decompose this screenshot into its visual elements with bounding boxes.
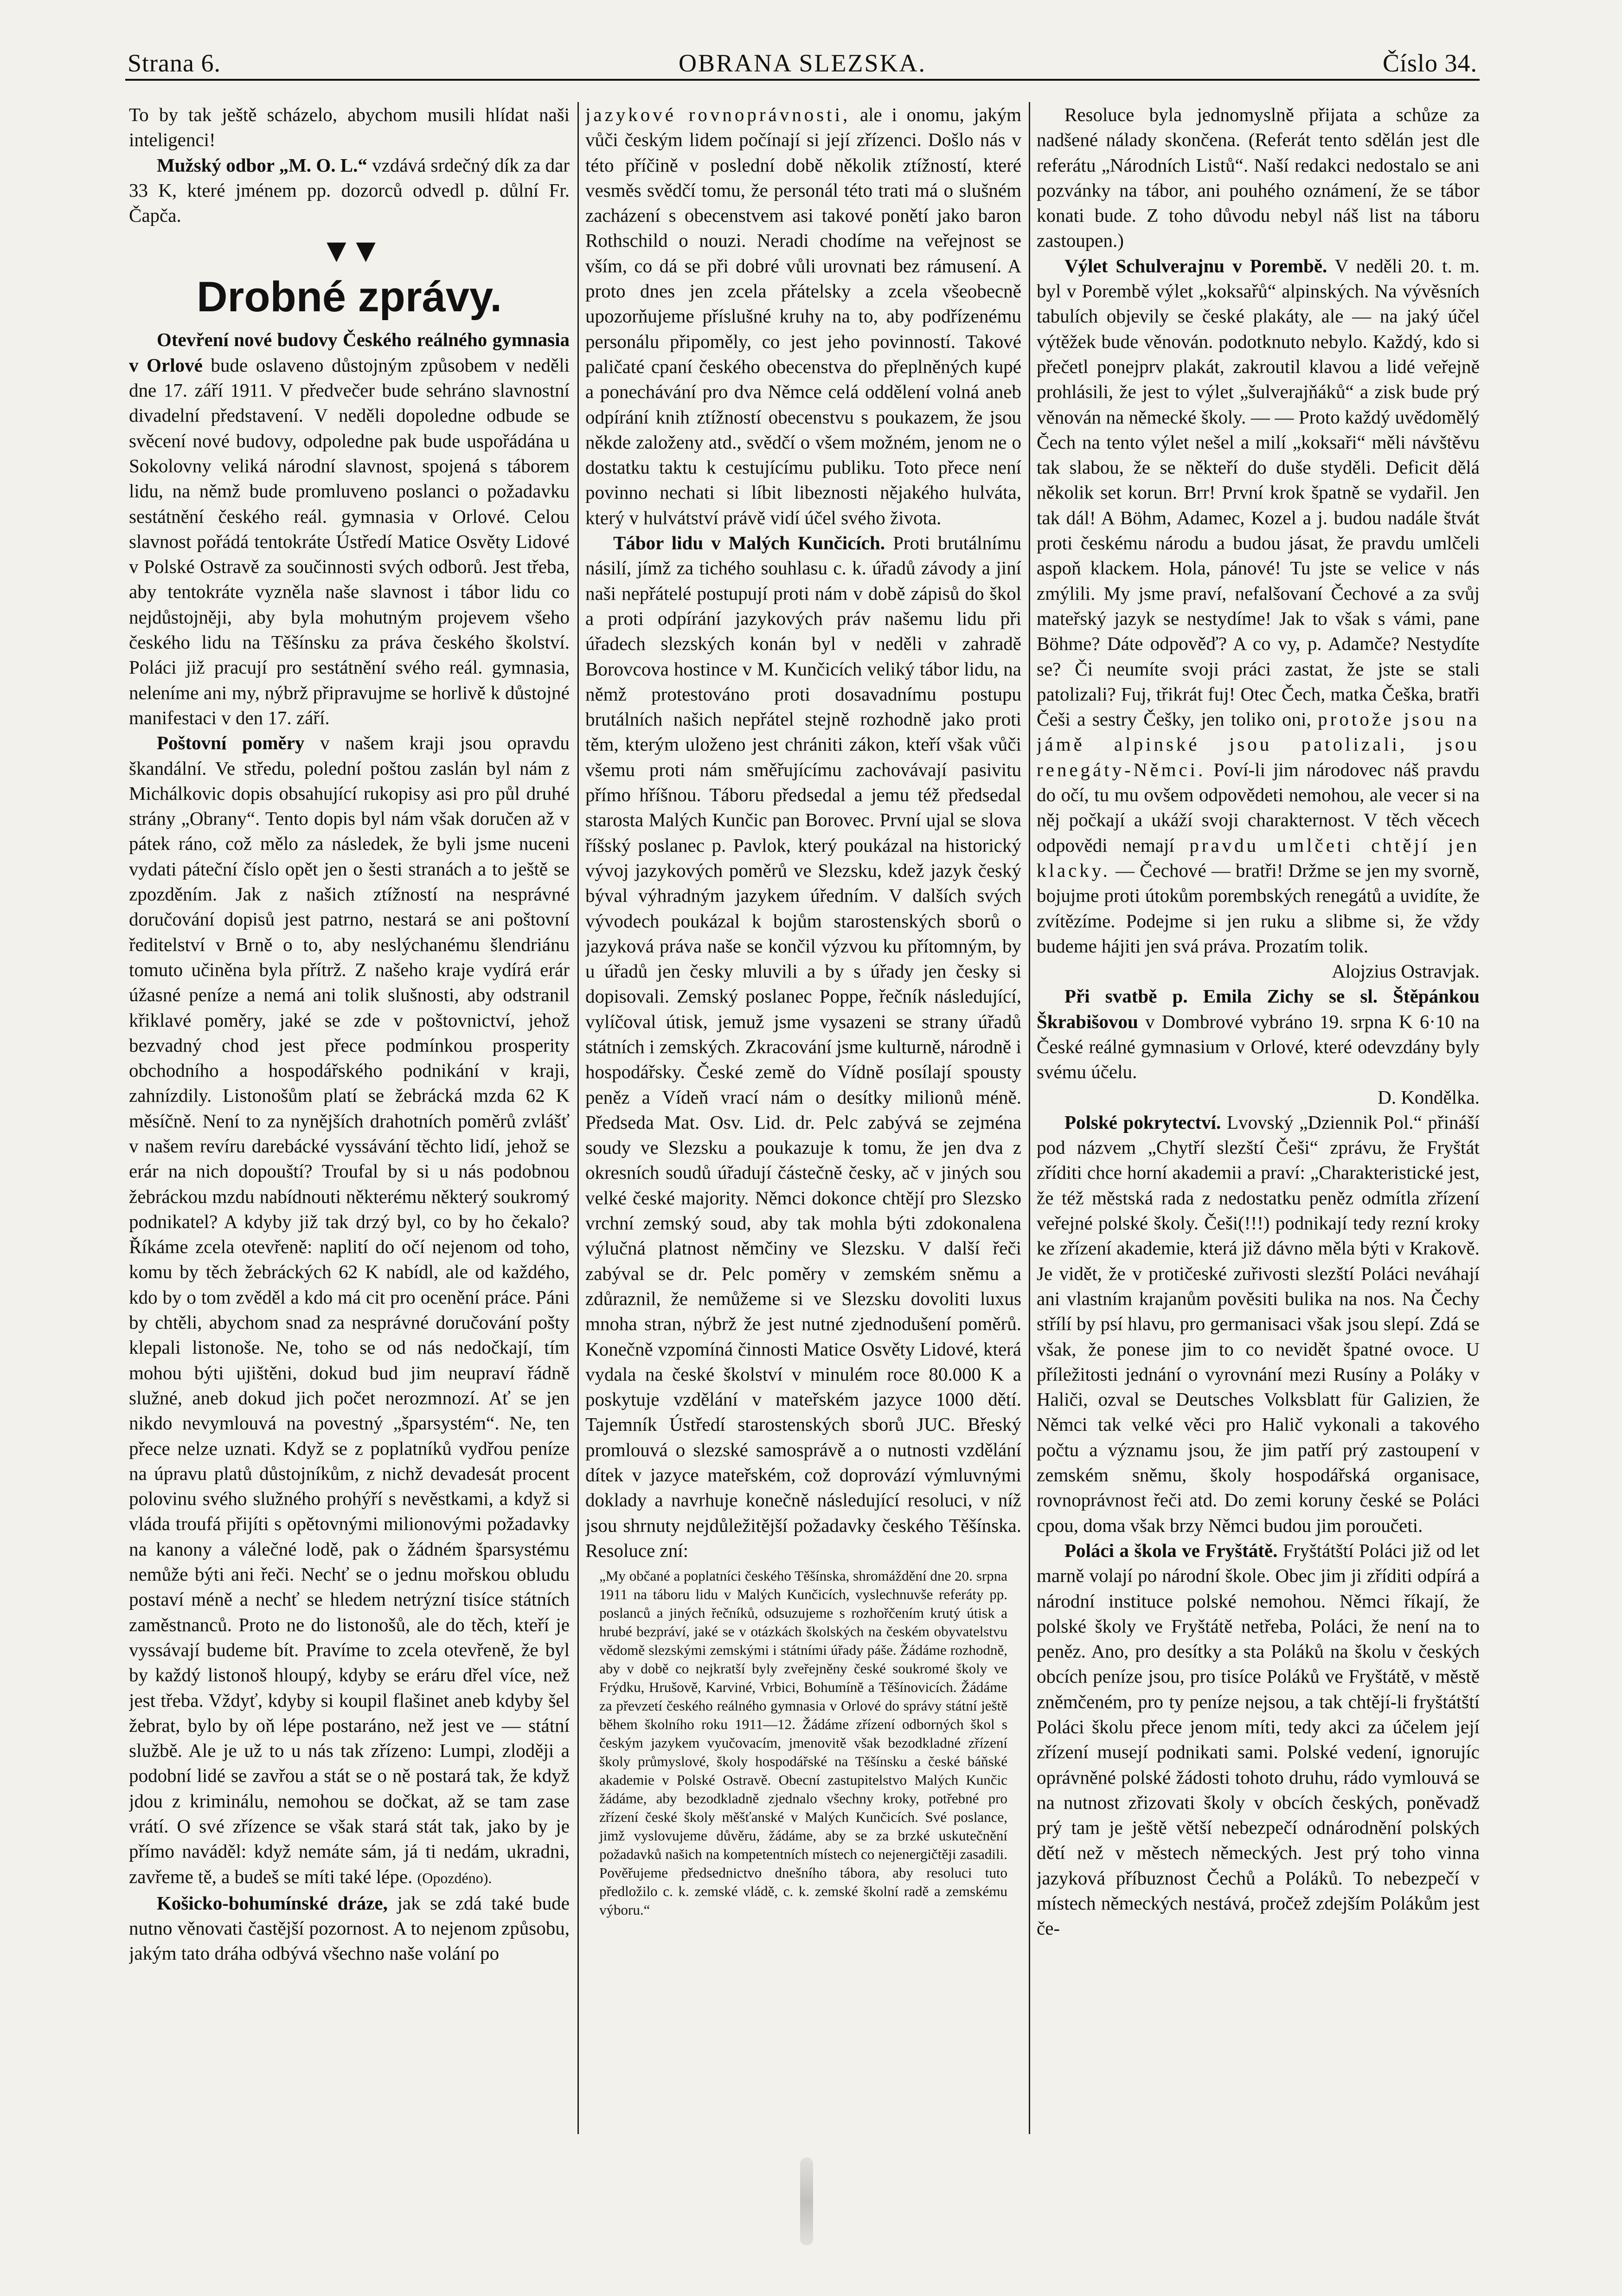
article-wedding bbox=[1037, 984, 1480, 1084]
section-title: Drobné zprávy. bbox=[197, 273, 502, 321]
trip-text-2: Poví-li jim národovec náš pravdu do očí, tu mu ovšem odpovědeti nemohou, ale vecer si na něj počkají a ukáží svoji charakternost. V těch věcech odpovědi nemají bbox=[1037, 759, 1480, 856]
school-text: Fryštátští Poláci již od let marně volají po národní škole. Obec jim ji zříditi odpírá a národní instituce polské nemohou. Němci říkají, že polské školy ve Fryštátě netřeba, Poláci, že není na to peněz. Ano, pro desítky a sta Poláků na školu v českých obcích peníze jsou, pro tisíce Poláků ve Fryštátě, v městě zněmčeném, pro ty peníze nejsou, a tak chtějí-li fryštátští Poláci školu přece jenom míti, tedy akci za účelem její zřízení musejí podnikati sami. Polské vedení, ignorujíc oprávněné polské žádosti tohoto druhu, rádo vymlouvá se na nutnost zřizovati školy v obcích českých, poněvadž prý tam je ještě větší nebezpečí odnárodnění polských dětí než v městech německých. Jest prý toho vinna jazyková příbuznost Čechů a Poláků. To nebezpečí v místech německých nestává, pročež zdejším Polákům jest če- bbox=[1037, 1539, 1480, 1939]
article-gymnasium bbox=[129, 327, 570, 730]
column-divider-1 bbox=[577, 102, 579, 2134]
gymnasium-text: bude oslaveno důstojným způsobem v neděli dne 17. září 1911. V předvečer bude sehráno slavnostní divadelní představení. V neděli dopoledne odbude se svěcení nové budovy, odpoledne pak bude uspořádána u Sokolovny veliká národní slavnost, spojená s táborem lidu, na němž bude promluveno poslanci o požadavku sestátnění českého reál. gymnasia v Orlové. Celou slavnost pořádá tentokráte Ústředí Matice Osvěty Lidové v Polské Ostravě za součinnosti svých odborů. Jest třeba, aby tentokráte vyzněla naše slavnost i tábor lidu co nejdůstojněji, aby byla mohutným projevem všeho českého lidu na Těšínsku za práva českého školství. Poláci již pracují pro sestátnění svého reál. gymnasia, neleníme ani my, nýbrž připravujme se horlivě k důstojné manifestaci v den 17. září. bbox=[129, 354, 570, 728]
thanks-paragraph bbox=[129, 153, 570, 228]
gymnasium-lead: Otevření nové budovy Českého reálného gymnasia v Orlové bbox=[129, 329, 570, 376]
polish-text: Lvovský „Dziennik Pol.“ přináší pod názvem „Chytří slezští Češi“ zprávu, že Fryštát zříditi chce horní akademii a praví: „Charakteristické jest, že též městská rada z nedostatku peněz odmítla zřízení veřejné polské školy. Češi(!!!) podnikají tedy rezní kroky ke zřízení akademie, která již dávno měla býti v Krakově. Je vidět, že v protičeské zuřivosti slezští Poláci neváhají ani vlastním krajanům pověsiti bulika na nos. Na Čechy střílí by psí hlavu, pro germanisaci však jsou slepí. Zdá se však, že ponese jim to co nevidět špatné ovoce. U příležitosti jednání o vyrovnání mezi Rusíny a Poláky v Haliči, ozval se Deutsches Volksblatt für Galizien, že Němci tak velké věci pro Halič vykonali a takového počtu a významu jsou, že jim patří prý zastoupení v zemském sněmu, školy hospodářská organisace, rovnoprávnost řeči atd. Do zemi koruny české se Poláci cpou, doma však brzy Němci budou jim poroučeti. bbox=[1037, 1111, 1480, 1536]
column-2 bbox=[585, 102, 1021, 2139]
tabor-text: Proti brutálnímu násilí, jímž za tichého souhlasu c. k. úřadů závody a jiní naši nepřátelé postupují proti nám v době zápisů do škol a proti odpírání jazykových práv našemu lidu při úřadech slezských konán byl v neděli v zahradě Borovcova hostince v M. Kunčicích veliký tábor lidu, na němž protestováno proti dosavadnímu postupu brutálních našich nepřátel stejně rozhodně jako proti těm, kterým uloženo jest chrániti zákon, kteří však vůči všemu proti nám směřujícímu zachovávají pasivitu přímo hříšnou. Táboru předsedal a jemu též předsedal starosta Malých Kunčic pan Borovec. První ujal se slova říšský poslanec p. Pavlok, který poukázal na historický vývoj jazykových poměrů ve Slezsku, kdež jazyk český býval výhradným jazykem úředním. V dalších svých vývodech poukázal k bojům starostenských sborů o jazyková práva naše se končil výzvou ku přítomným, by u úřadů jen česky mluvili a by s úřady jen česky si dopisovali. Zemský poslanec Poppe, řečník následující, vylíčoval útisk, jemuž jsme vysazeni se strany úřadů státních i zemských. Zkracování jsme kulturně, národně i hospodářsky. České země do Vídně posílají spousty peněz a Vídeň vrací nám o desítky milionů méně. Předseda Mat. Osv. Lid. dr. Pelc zabývá se zejména soudy ve Slezsku a poukazuje k tomu, že jen dva z okresních soudů úřadují částečně česky, ač v jiných sou velké české majority. Němci dokonce chtějí pro Slezsko vrchní zemský soud, aby tak mohla býti zdokonalena výlučná platnost němčiny ve Slezsku. V další řeči zabýval se dr. Pelc poměry v zemském sněmu a zdůraznil, že nemůžeme si ve Slezsku dovoliti luxus mnoha stran, nýbrž že jest nutné zjednodušení poměrů. Konečně vzpomíná činnosti Matice Osvěty Lidové, která vydala na české školství v minulém roce 80.000 K a poskytuje vzdělání v mateřském jazyce 1000 dětí. Tajemník Ústředí starostenských sborů JUC. Břeský promlouvá o slezské samosprávě a o nutnosti vzdělání dítek v jazyce mateřském, což doprovází výmluvnými doklady a navrhuje konečně následující resoluci, v níž jsou shrnuty nejdůležitější požadavky českého Těšínska. Resoluce zní: bbox=[585, 532, 1021, 1561]
post-source: (Opozdéno). bbox=[417, 1869, 492, 1886]
wedding-text: v Dombrové vybráno 19. srpna K 6·10 na České reálné gymnasium v Orlové, které odevzdány byly svému účelu. bbox=[1037, 1010, 1480, 1083]
resolution-quote: „My občané a poplatníci českého Těšínska, shromáždění dne 20. srpna 1911 na táboru lidu v Malých Kunčicích, vyslechnuvše referáty pp. poslanců a jiných řečníků, odsuzujeme s rozhořčením krutý útisk a hrubé bezpráví, jaké se v otázkách školských na českém obyvatelstvu vědomě slezskými zemskými i státními úřady páše. Žádáme rozhodně, aby v době co nejkratší byly zveřejněny české soukromé školy ve Frýdku, Hrušově, Karviné, Vrbici, Bohumíně a Těšínovicích. Žádáme za převzetí českého reálného gymnasia v Orlové do správy státní ještě během školního roku 1911—12. Žádáme zřízení odborných škol s českým jazykem vyučovacím, jmenovitě však bezodkladné zřízení školy průmyslové, školy hospodářské na Těšínsku a české báňské akademie v Polské Ostravě. Obecní zastupitelstvo Malých Kunčic žádáme, aby bezodkladně zjednalo všechny kroky, potřebné pro zřízení české školy měšťanské v Malých Kunčicích. Své poslance, jimž vyslovujeme důvěru, žádáme, aby se za brzké uskutečnění požadavků našich na kompetentních místech co nejenergičtěji zasadili. Pověřujeme předsednictvo dnešního tábora, aby resoluci tuto předložilo c. k. zemské vládě, c. k. zemské školní radě a zemskému výboru.“ bbox=[599, 1568, 1007, 1918]
resolution-text: Resoluce byla jednomyslně přijata a schůze za nadšené nálady skončena. (Referát tento sdělán jest dle referátu „Národních Listů“. Naší redakci nedostalo se ani pozvánky na tábor, ani pouhého oznámení, že se tábor konati bude. Z toho důvodu nebyl náš list na táboru zastoupen.) bbox=[1037, 104, 1480, 251]
article-post bbox=[129, 730, 570, 1891]
column-divider-2 bbox=[1029, 102, 1030, 2134]
continuation-text: ale i onomu, jakým vůči českým lidem počínají si její zřízenci. Došlo nás v této příčině v poslední době několik ztížností, které vesměs svědčí tomu, že personál této trati má o slušném zacházení s obecenstvem asi takové ponětí jako baron Rothschild o nouzi. Neradi chodíme na veřejnost se vším, co dá se při dobré vůli urovnati bez rámusení. A proto dnes jen zcela přátelsky a zcela všeobecně upozorňujeme příslušné kruhy na to, aby podřízenému personálu připoměly, co jest jeho povinností. Takové paličaté cpaní českého obecenstva do přeplněných kupé a ponechávání pro dva Němce celá oddělení volná aneb odpírání knih ztížností obecenstvu s poukazem, že jsou někde založeny atd., svědčí o všem možném, jenom ne o dostatku taktu k cestujícímu publiku. Toto přece není povinno nechati si líbit libeznosti nějakého hulváta, který v hulvátství právě vidí účel svého života. bbox=[585, 104, 1021, 528]
trip-text: V neděli 20. t. m. byl v Porembě výlet „koksařů“ alpinských. Na vývěsních tabulích objevily se české plakáty, ale — na jaký účel výtěžek bude věnován. podotknuto nebylo. Každý, kdo si přečetl ponejprv plakát, zakroutil klavou a lidé veřejně prohlásili, že jest to výlet „šulverajňáků“ a zisk bude prý věnován na německé školy. — — Proto každý uvědomělý Čech na tento výlet nešel a milí „koksaři“ měli návštěvu tak slabou, že se někteří do duše styděli. Deficit dělá několik set korun. Brr! První krok špatně se vydařil. Jen tak dál! A Böhm, Adamec, Kozel a j. budou nadále štvát proti českému národu a budou jásat, že pravdu umlčeli aspoň klackem. Hola, pánové! Tu jste se velice v nás zmýlili. My jsme praví, nefalšovaní Čechové a za svůj mateřský jazyk se nestydíme! Jak to však s vámi, pane Böhme? Dáte odpověď? A co vy, p. Adamče? Nestydíte se? Či neumíte svoji práci zastat, že jste se stali patolizali? Fuj, třikrát fuj! Otec Čech, matka Češka, bratři Češi a sestry Češky, jen toliko oni, bbox=[1037, 255, 1480, 730]
article-polish bbox=[1037, 1110, 1480, 1538]
newspaper-title: OBRANA SLEZSKA. bbox=[678, 49, 927, 77]
paper-crease bbox=[800, 2157, 813, 2245]
trip-text-3: — Čechové — bratři! Držme se jen my svorně, bojujme proti útokům porembských renegátů a uvidíte, že zvítězíme. Podejme si jen ruku a slibme si, že vždy budeme hájiti jen svá práva. Prozatím tolik. bbox=[1037, 859, 1480, 957]
railway-continuation bbox=[585, 102, 1021, 530]
tabor-lead: Tábor lidu v Malých Kunčicích. bbox=[613, 532, 885, 554]
issue-number: Číslo 34. bbox=[1382, 49, 1477, 77]
page-number: Strana 6. bbox=[128, 49, 221, 77]
railway-lead: Košicko-bohumínské dráze, bbox=[157, 1892, 388, 1914]
railway-text: jak se zdá také bude nutno věnovati častější pozornost. A to nejenom způsobu, jakým tato dráha odbývá všechno naše volání po bbox=[129, 1892, 570, 1964]
article-tabor bbox=[585, 530, 1021, 1563]
column-3 bbox=[1037, 102, 1480, 2139]
polish-lead: Polské pokrytectví. bbox=[1064, 1111, 1221, 1133]
dingbat-ornament: ▼▼ bbox=[320, 232, 379, 270]
page-header bbox=[128, 44, 1477, 77]
wedding-signature: D. Kondělka. bbox=[1378, 1086, 1480, 1108]
column-1 bbox=[129, 102, 570, 2139]
intro-paragraph: To by tak ještě scházelo, abychom musili hlídat naši inteligenci! bbox=[129, 104, 570, 151]
trip-spaced-2: pravdu umlčeti chtějí jen klacky. bbox=[1037, 834, 1480, 881]
school-lead: Poláci a škola ve Fryštátě. bbox=[1064, 1539, 1278, 1561]
post-lead: Poštovní poměry bbox=[157, 732, 305, 754]
wedding-lead: Při svatbě p. Emila Zichy se sl. Štěpánkou Škrabišovou bbox=[1037, 985, 1480, 1032]
trip-lead: Výlet Schulverajnu v Porembě. bbox=[1064, 255, 1327, 277]
continuation-spaced: jazykové rovnoprávnosti, bbox=[585, 104, 851, 125]
post-text: v našem kraji jsou opravdu škandální. Ve středu, polední poštou zaslán byl nám z Michálkovic dopis obsahující rukopisy asi pro půl druhé strány „Obrany“. Tento dopis byl nám však doručen až v pátek ráno, což mělo za následek, že byli jsme nuceni vydati páteční číslo opět jen o šesti stranách a to ještě se zpozděním. Jak z našich ztížností na nesprávné doručování dopisů jest patrno, nestará se ani poštovní ředitelství v Brně o to, aby neslýchanému šlendriánu tomuto učiněna byla přítrž. Z našeho kraje vydírá erár úžasné peníze a nemá ani tolik slušnosti, aby odstranil křiklavé poměry, jaké se zde v poštovnictví, jehož bezvadný chod jest přece podmínkou prosperity obchodního a hospodářského podnikání v kraji, zahnízdily. Listonošům platí se žebrácká mzda 62 K měsíčně. Není to za nynějších drahotních poměrů zvlášť v našem revíru darebácké vyssávání těchto lidí, jehož se erár na nich dopouští? Troufal by si u nás podobnou žebráckou mzdu nabídnouti některému některý soukromý podnikatel? A kdyby již tak drzý byl, co by ho čekalo? Říkáme zcela otevřeně: naplití do očí nejenom od toho, komu by těch žebráckých 62 K nabídl, ale od každého, kdo by o tom zvěděl a kdo má cit pro ocenění práce. Páni by chtěli, abychom snad za nesprávné doručování pošty klepali listonoše. Ne, toho se od nás nedočkají, tím mohou býti ujištěni, dokud bud jim neupraví řádně služné, aneb dokud jich počet nerozmnozí. Ať se jen nikdo nevymlouvá na povestný „šparsystém“. Ne, ten přece nelze uznati. Když se z poplatníků vydřou peníze na úpravu platů důstojníkům, z nichž devadesát procent polovinu svého služného prohýří s nevěstkami, a když si vláda troufá přijíti s opětovnými milionovými požadavky na kanony a válečné lodě, pak o žádném šparsystému nemůže býti ani řeči. Nechť se o jednu mořskou obludu postaví méně a nechť se hledem netrýzní tisíce státních zaměstnanců. Proto ne do listonošů, ale do těch, kteří je vyssávají budeme bít. Pravíme to zcela otevřeně, že byl by každý listonoš hloupý, kdyby se eráru dřel více, než jest třeba. Vždyť, kdyby si koupil flašinet aneb kdyby šel žebrat, bylo by oň lépe postaráno, než jest ve — státní službě. Ale je už to u nás tak zřízeno: Lumpi, zloději a podobní lidé se zavřou a stát se o ně postará tak, že když jdou z kriminálu, nemohou se dočkat, až se tam zase vrátí. O své zřízence se však stará stát tak, jako by je přímo naváděl: když nemáte sám, já ti nedám, ukradni, zavřeme tě, a budeš se míti také lépe. bbox=[129, 732, 570, 1887]
header-rule bbox=[125, 79, 1480, 81]
article-trip bbox=[1037, 253, 1480, 958]
trip-signature: Alojzius Ostravjak. bbox=[1332, 960, 1480, 982]
article-railway bbox=[129, 1891, 570, 1966]
trip-spaced: protože jsou na jámě alpinské jsou patolizali, jsou renegáty-Němci. bbox=[1037, 708, 1480, 780]
thanks-text: vzdává srdečný dík za dar 33 K, které jménem pp. dozorců odvedl p. důlní Fr. Čapča. bbox=[129, 154, 570, 226]
thanks-lead: Mužský odbor „M. O. L.“ bbox=[157, 154, 367, 176]
article-school bbox=[1037, 1538, 1480, 1941]
